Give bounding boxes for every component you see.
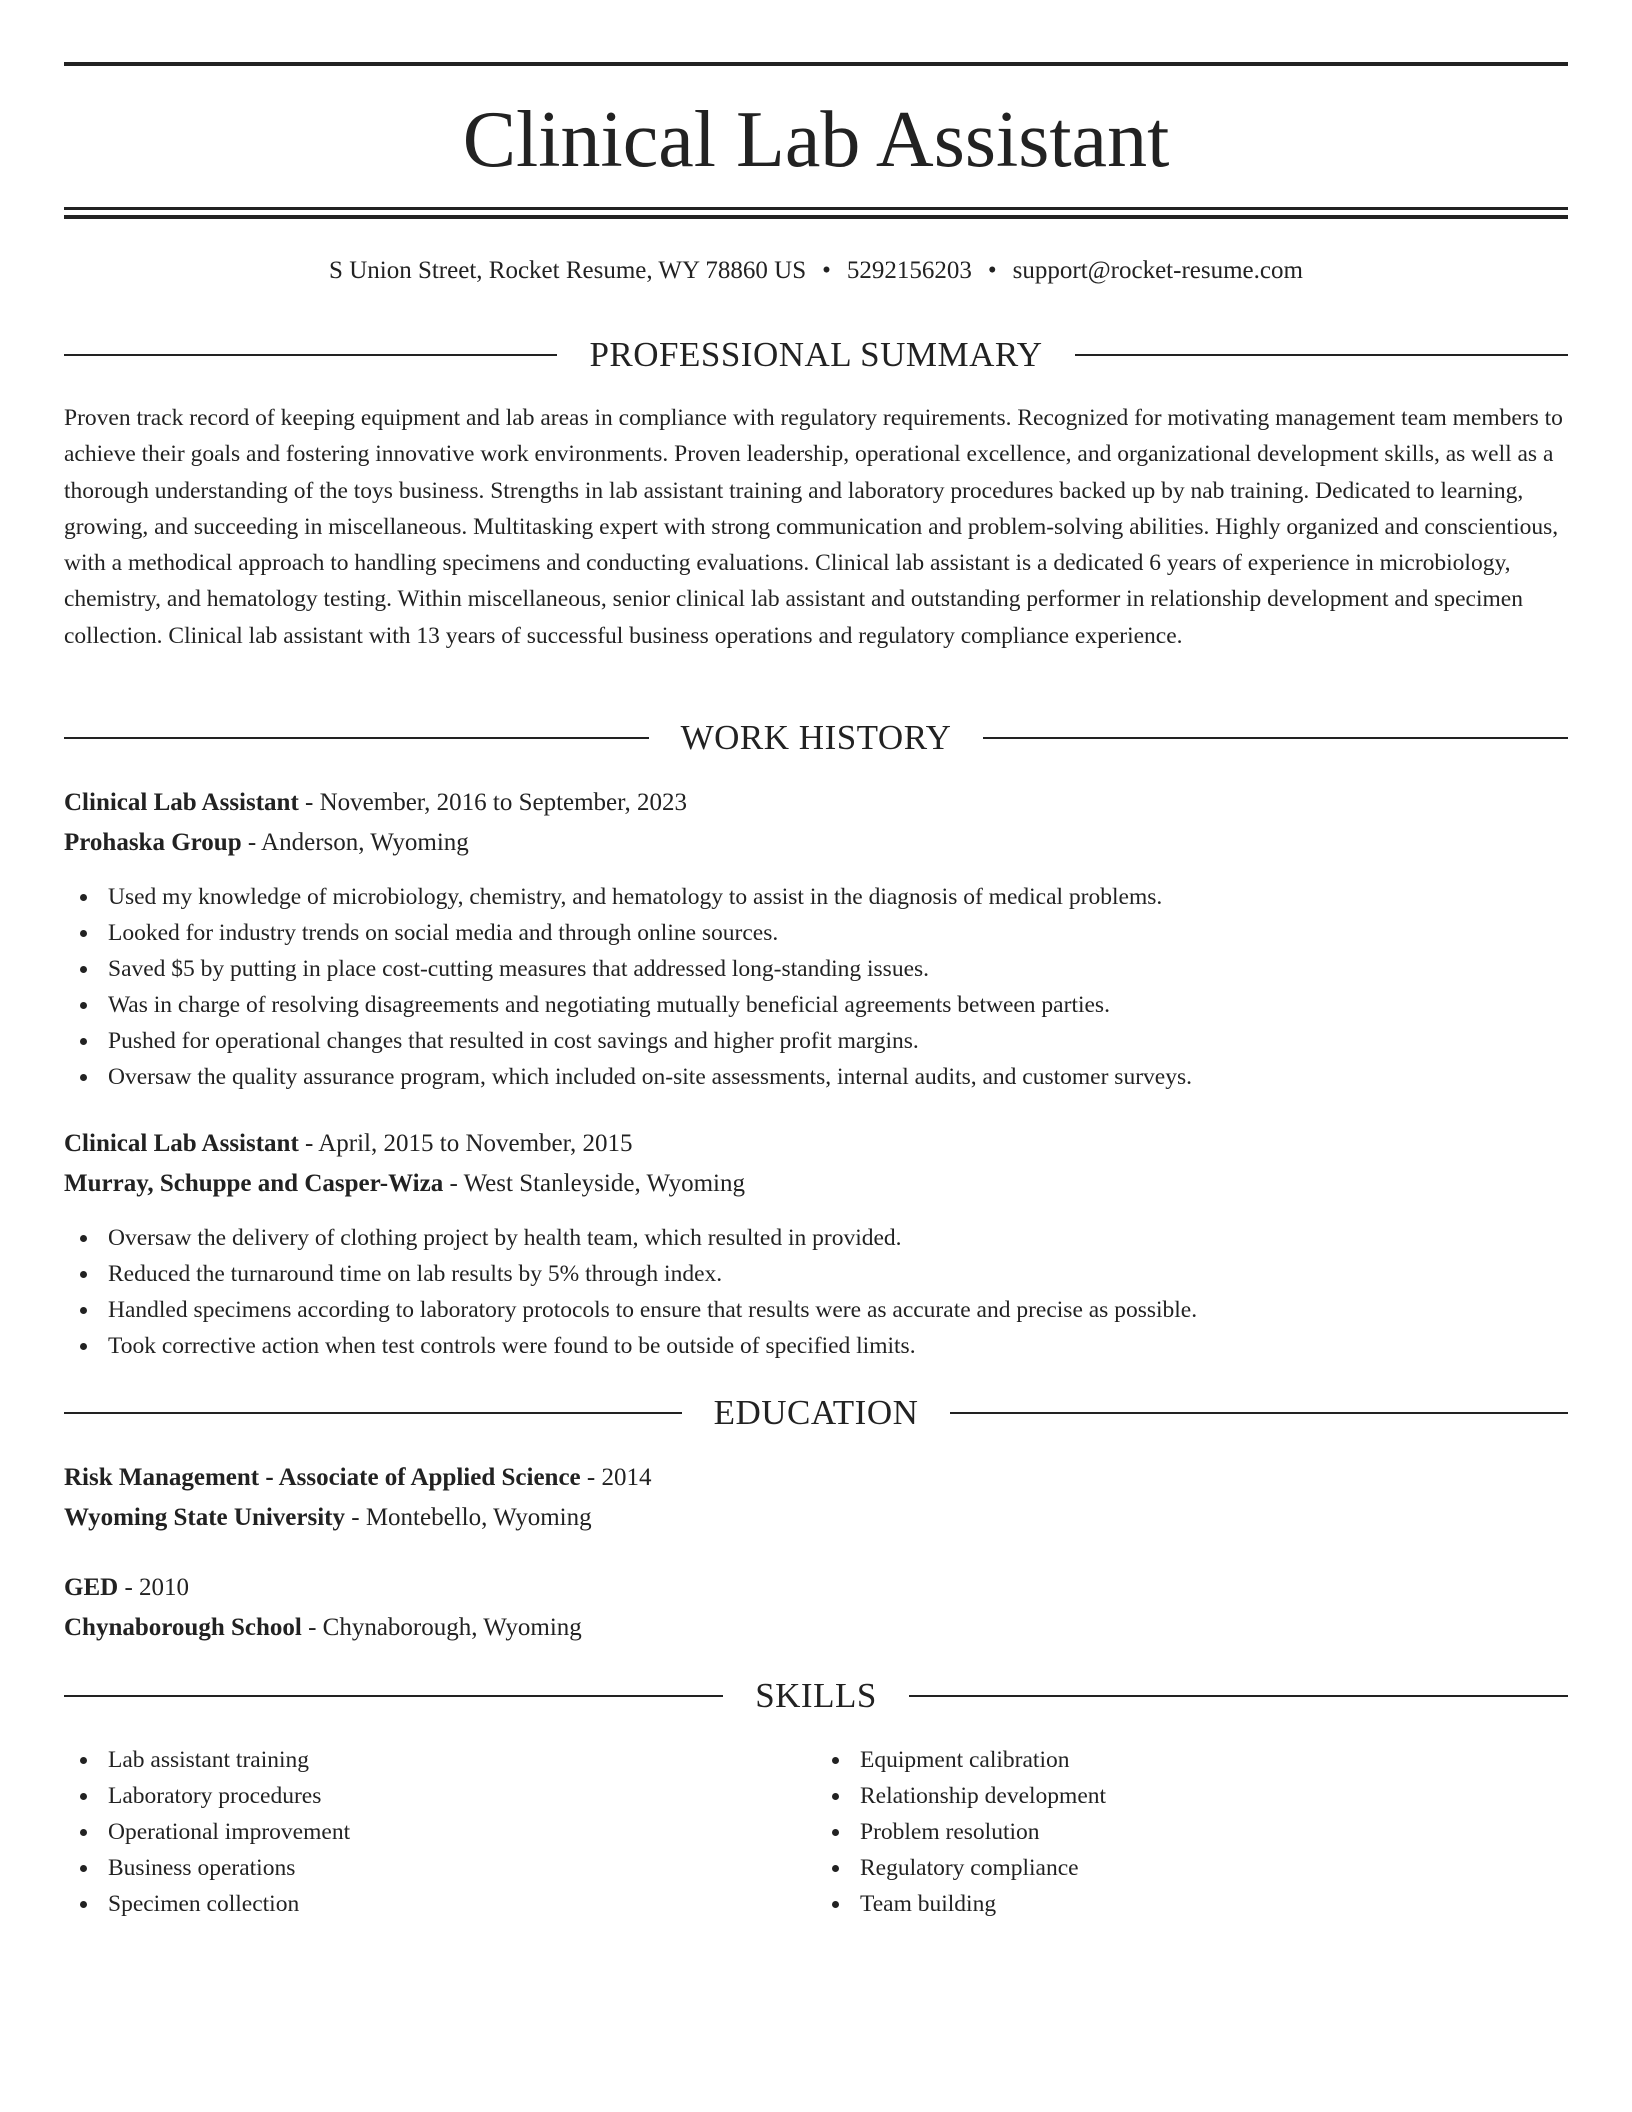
- skill-item: Team building: [816, 1886, 1568, 1922]
- heading-rule: [909, 1695, 1568, 1697]
- job-title-line: [64, 783, 1568, 823]
- job-title: Clinical Lab Assistant: [64, 1130, 299, 1157]
- job-company: Murray, Schuppe and Casper-Wiza: [64, 1170, 444, 1197]
- contact-separator: •: [822, 257, 831, 284]
- education-entry: [64, 1458, 1568, 1538]
- contact-address: S Union Street, Rocket Resume, WY 78860 US: [329, 257, 807, 284]
- job-bullets: [64, 1220, 1568, 1364]
- section-title: EDUCATION: [713, 1393, 919, 1432]
- job-title: Clinical Lab Assistant: [64, 789, 299, 816]
- education-school-line: [64, 1498, 1568, 1538]
- job-bullet: Reduced the turnaround time on lab results by 5% through index.: [64, 1256, 1568, 1292]
- job-bullet: Saved $5 by putting in place cost-cutting measures that addressed long-standing issues.: [64, 951, 1568, 987]
- section-title: PROFESSIONAL SUMMARY: [589, 335, 1043, 374]
- section-heading-work-history: [64, 716, 1568, 760]
- education-degree-line: [64, 1568, 1568, 1608]
- job-bullet: Was in charge of resolving disagreements and negotiating mutually beneficial agreements between parties.: [64, 987, 1568, 1023]
- job-dates: - April, 2015 to November, 2015: [298, 1130, 633, 1157]
- education-degree-line: [64, 1458, 1568, 1498]
- skills-list-right: [816, 1742, 1568, 1922]
- section-heading-education: [64, 1391, 1568, 1435]
- education-degree: GED: [64, 1574, 119, 1601]
- heading-rule: [64, 354, 557, 356]
- skill-item: Relationship development: [816, 1778, 1568, 1814]
- skill-item: Lab assistant training: [64, 1742, 816, 1778]
- title-rule-upper: [64, 207, 1568, 210]
- section-title: WORK HISTORY: [680, 718, 952, 757]
- education-entry: [64, 1568, 1568, 1648]
- skill-item: Regulatory compliance: [816, 1850, 1568, 1886]
- section-heading-skills: [64, 1674, 1568, 1718]
- job-entry: [64, 1124, 1568, 1364]
- contact-line: [64, 254, 1568, 288]
- contact-email: support@rocket-resume.com: [1012, 257, 1303, 284]
- job-dates: - November, 2016 to September, 2023: [298, 789, 687, 816]
- job-company-line: [64, 1164, 1568, 1204]
- skills-list-left: [64, 1742, 816, 1922]
- section-title: SKILLS: [755, 1676, 877, 1715]
- education-degree: Risk Management - Associate of Applied Science: [64, 1464, 581, 1491]
- skill-item: Equipment calibration: [816, 1742, 1568, 1778]
- job-entry: [64, 783, 1568, 1095]
- skill-item: Laboratory procedures: [64, 1778, 816, 1814]
- heading-rule: [1075, 354, 1568, 356]
- skill-item: Business operations: [64, 1850, 816, 1886]
- job-location: - West Stanleyside, Wyoming: [443, 1170, 745, 1197]
- job-bullet: Pushed for operational changes that resulted in cost savings and higher profit margins.: [64, 1023, 1568, 1059]
- job-bullet: Oversaw the delivery of clothing project by health team, which resulted in provided.: [64, 1220, 1568, 1256]
- education-location: - Chynaborough, Wyoming: [301, 1614, 582, 1641]
- job-location: - Anderson, Wyoming: [241, 829, 469, 856]
- skill-item: Specimen collection: [64, 1886, 816, 1922]
- skill-item: Problem resolution: [816, 1814, 1568, 1850]
- heading-rule: [950, 1412, 1568, 1414]
- heading-rule: [64, 1695, 723, 1697]
- job-bullet: Oversaw the quality assurance program, which included on-site assessments, internal audits, and customer surveys.: [64, 1059, 1568, 1095]
- title-rule-lower: [64, 215, 1568, 219]
- job-bullet: Took corrective action when test controls were found to be outside of specified limits.: [64, 1328, 1568, 1364]
- job-bullet: Handled specimens according to laboratory protocols to ensure that results were as accurate and precise as possible.: [64, 1292, 1568, 1328]
- heading-rule: [64, 1412, 682, 1414]
- education-location: - Montebello, Wyoming: [345, 1504, 592, 1531]
- job-bullets: [64, 879, 1568, 1095]
- heading-rule: [983, 737, 1568, 739]
- summary-text: Proven track record of keeping equipment and lab areas in compliance with regulatory requirements. Recognized for motivating management team members to achieve their goals and fostering innovative work environments. Proven leadership, operational excellence, and organizational development skills, as well as a thorough understanding of the toys business. Strengths in lab assistant training and laboratory procedures backed up by nab training. Dedicated to learning, growing, and succeeding in miscellaneous. Multitasking expert with strong communication and problem-solving abilities. Highly organized and conscientious, with a methodical approach to handling specimens and conducting evaluations. Clinical lab assistant is a dedicated 6 years of experience in microbiology, chemistry, and hematology testing. Within miscellaneous, senior clinical lab assistant and outstanding performer in relationship development and specimen collection. Clinical lab assistant with 13 years of successful business operations and regulatory compliance experience.: [64, 405, 1563, 649]
- resume-title: Clinical Lab Assistant: [462, 96, 1170, 184]
- education-school: Chynaborough School: [64, 1614, 302, 1641]
- job-company: Prohaska Group: [64, 829, 242, 856]
- top-rule: [64, 62, 1568, 66]
- education-school-line: [64, 1608, 1568, 1648]
- education-year: - 2014: [580, 1464, 652, 1491]
- education-school: Wyoming State University: [64, 1504, 345, 1531]
- job-bullet: Looked for industry trends on social media and through online sources.: [64, 915, 1568, 951]
- job-company-line: [64, 823, 1568, 863]
- education-year: - 2010: [118, 1574, 190, 1601]
- contact-separator: •: [987, 257, 997, 284]
- job-bullet: Used my knowledge of microbiology, chemistry, and hematology to assist in the diagnosis of medical problems.: [64, 879, 1568, 915]
- heading-rule: [64, 737, 649, 739]
- job-title-line: [64, 1124, 1568, 1164]
- section-heading-summary: [64, 333, 1568, 377]
- skills-columns: [64, 1742, 1568, 1922]
- contact-phone: 5292156203: [846, 257, 972, 284]
- skill-item: Operational improvement: [64, 1814, 816, 1850]
